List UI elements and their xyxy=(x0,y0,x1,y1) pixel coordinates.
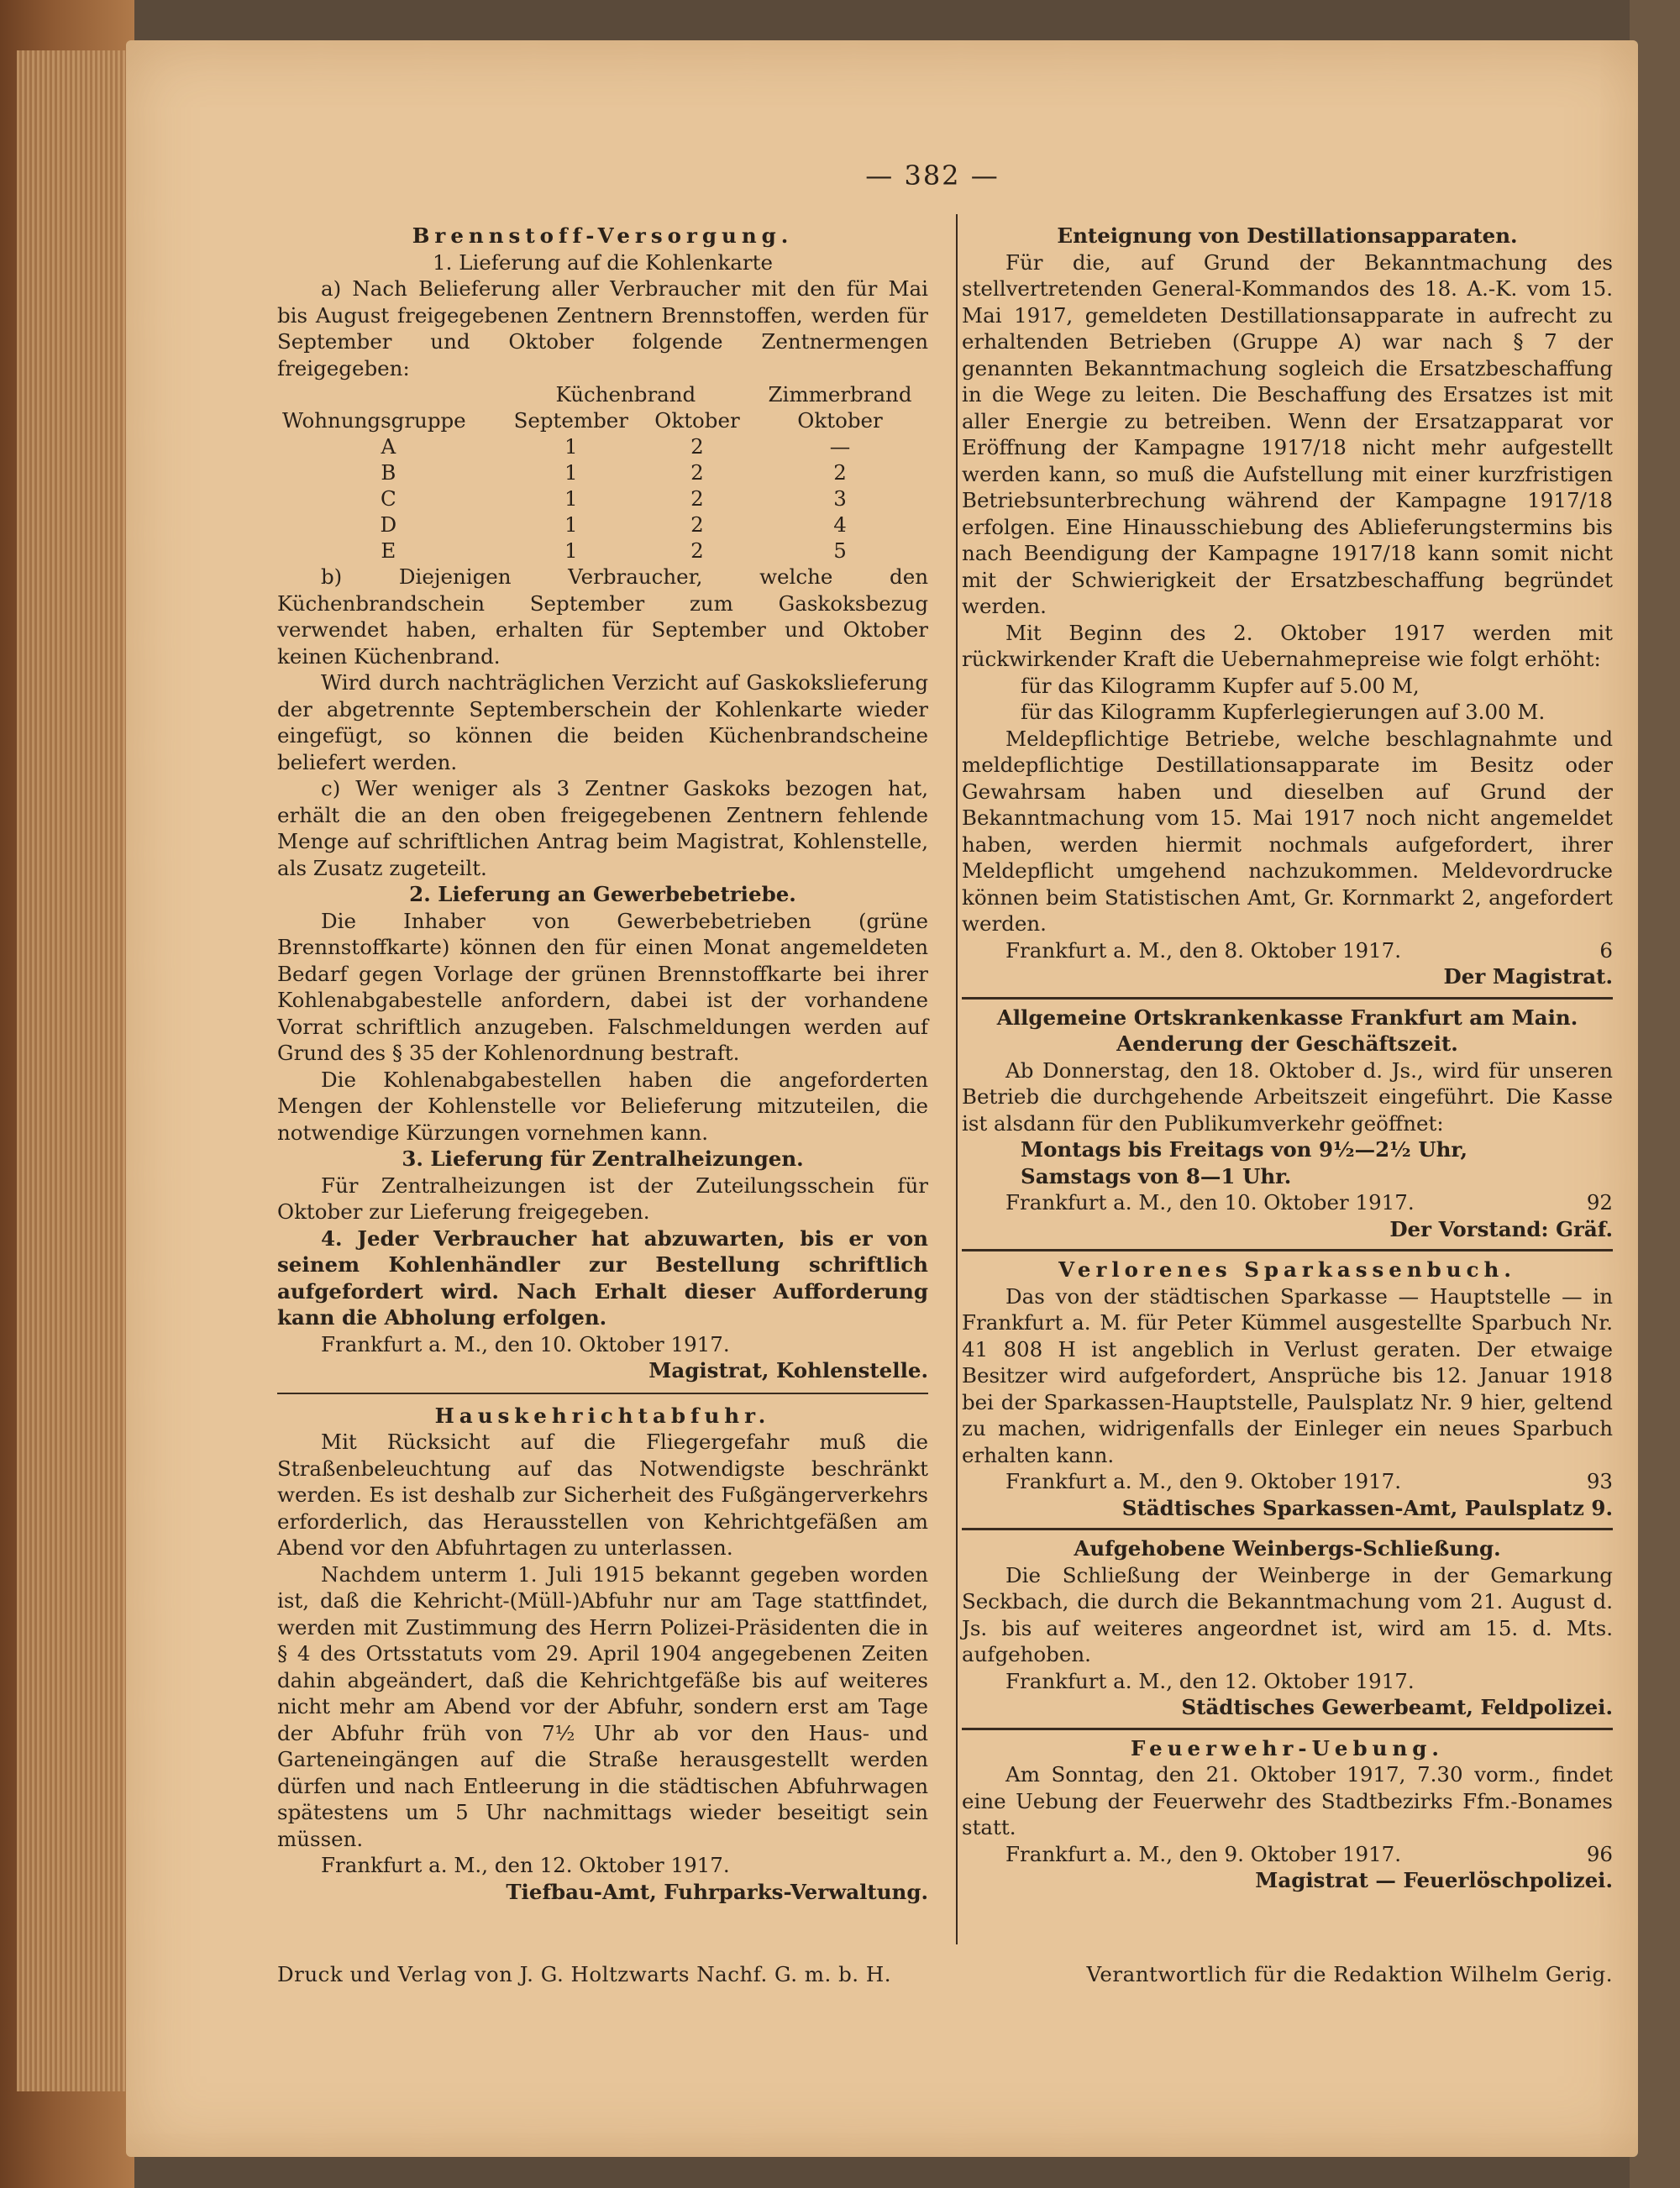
page-number: — 382 — xyxy=(865,160,1000,192)
signature: Magistrat — Feuerlöschpolizei. xyxy=(1255,1868,1613,1892)
paragraph: Für Zentralheizungen ist der Zuteilungsschein für Oktober zur Lieferung freigegeben. xyxy=(277,1173,928,1224)
table-row xyxy=(277,459,928,485)
signature: Der Magistrat. xyxy=(1443,964,1613,989)
paragraph: Meldepflichtige Betriebe, welche beschlagnahmte und meldepflichtige Destillationsapparate im Besitz oder Gewahrsam haben und dieselben auf Grund der Bekanntmachung vom 15. Mai 1917 noch nicht angemeldet haben, werden hiermit nochmals aufgefordert, ihrer Meldepflicht umgehend nachzukommen. Meldevordrucke können beim Statistischen Amt, Gr. Kornmarkt 2, angefordert werden. xyxy=(962,726,1613,936)
signature: Städtisches Gewerbeamt, Feldpolizei. xyxy=(1181,1695,1613,1719)
heading-sparkassenbuch: Verlorenes Sparkassenbuch. xyxy=(1058,1257,1516,1282)
date-row xyxy=(962,1189,1613,1216)
table-header-row xyxy=(277,407,928,433)
table-cell: 2 xyxy=(690,486,704,511)
notice-number: 93 xyxy=(1586,1469,1613,1493)
heading-brennstoff: Brennstoff-Versorgung. xyxy=(412,223,794,248)
date-row xyxy=(962,1841,1613,1868)
table-cell: C xyxy=(380,486,396,511)
imprint-editor: Verantwortlich für die Redaktion Wilhelm Gerig. xyxy=(1086,1962,1613,1986)
table-cell: — xyxy=(829,434,851,459)
date-line: Frankfurt a. M., den 10. Oktober 1917. xyxy=(1005,1190,1415,1215)
heading-weinberg: Aufgehobene Weinbergs-Schließung. xyxy=(1074,1536,1501,1561)
subheading-geschaeftszeit: Aenderung der Geschäftszeit. xyxy=(1116,1031,1458,1056)
table-cell: 2 xyxy=(690,512,704,537)
date-line: Frankfurt a. M., den 12. Oktober 1917. xyxy=(321,1853,730,1877)
table-cell: 2 xyxy=(690,460,704,485)
table-cell: 1 xyxy=(564,434,578,459)
heading-enteignung: Enteignung von Destillationsapparaten. xyxy=(1057,223,1518,248)
subheading-gewerbe: 2. Lieferung an Gewerbebetriebe. xyxy=(409,882,796,906)
table-row xyxy=(277,485,928,512)
heading-hauskehricht: Hauskehrichtabfuhr. xyxy=(434,1403,771,1428)
notice-number: 92 xyxy=(1586,1190,1613,1215)
table-header: September xyxy=(513,408,628,433)
paragraph: a) Nach Belieferung aller Verbraucher mit den für Mai bis August freigegebenen Zentnern Brennstoffen, werden für September und Oktober folgende Zentnermengen freigegeben: xyxy=(277,276,928,380)
table-cell: 1 xyxy=(564,512,578,537)
hours-line: Montags bis Freitags von 9½—2½ Uhr, xyxy=(1021,1137,1468,1162)
table-cell: 1 xyxy=(564,460,578,485)
price-line: für das Kilogramm Kupferlegierungen auf 3.00 M. xyxy=(1021,700,1546,724)
table-group-header: Küchenbrand xyxy=(555,382,696,407)
paragraph: Die Kohlenabgabestellen haben die angeforderten Mengen der Kohlenstelle vor Belieferung mitzuteilen, die notwendige Kürzungen vornehmen kann. xyxy=(277,1067,928,1145)
signature: Tiefbau-Amt, Fuhrparks-Verwaltung. xyxy=(506,1879,928,1904)
date-line: Frankfurt a. M., den 9. Oktober 1917. xyxy=(1005,1841,1402,1866)
paragraph: Das von der städtischen Sparkasse — Hauptstelle — in Frankfurt a. M. für Peter Kümmel ausgestellte Sparbuch Nr. 41 808 H ist angeblich in Verlust geraten. Der etwaige Besitzer wird aufgefordert, Ansprüche bis 12. Januar 1918 bei der Sparkassen-Hauptstelle, Paulsplatz Nr. 9 hier, geltend zu machen, widrigenfalls der Einleger ein neues Sparbuch erhalten kann. xyxy=(962,1283,1613,1467)
date-line: Frankfurt a. M., den 12. Oktober 1917. xyxy=(1005,1668,1415,1693)
paragraph: Die Inhaber von Gewerbebetrieben (grüne Brennstoffkarte) können den für einen Monat angemeldeten Bedarf gegen Vorlage der grünen Brennstoffkarte bei ihrer Kohlenabgabestelle anfordern, dabei ist der vorhandene Vorrat schriftlich anzugeben. Falschmeldungen werden auf Grund des § 35 der Kohlenordnung bestraft. xyxy=(277,908,928,1065)
paragraph: Für die, auf Grund der Bekanntmachung des stellvertretenden General-Kommandos des 18. A.-K. vom 15. Mai 1917, gemeldeten Destillationsapparate in aufrecht zu erhaltenden Betrieben (Gruppe A) war nach § 7 der genannten Bekanntmachung sogleich die Ersatzbeschaffung in die Wege zu leiten. Die Beschaffung des Ersatzes ist mit aller Energie zu betreiben. Wenn der Ersatzapparat vor Eröffnung der Kampagne 1917/18 nicht mehr aufgestellt werden kann, so muß die Aufstellung mit einer kurzfristigen Betriebsunterbrechung während der Kampagne 1917/18 erfolgen. Eine Hinausschiebung des Ablieferungstermins bis nach Beendigung der Kampagne 1917/18 kann somit nicht mit der Schwierigkeit der Ersatzbeschaffung begründet werden. xyxy=(962,249,1613,618)
signature: Städtisches Sparkassen-Amt, Paulsplatz 9. xyxy=(1121,1495,1613,1520)
paragraph: Die Schließung der Weinberge in der Gemarkung Seckbach, die durch die Bekanntmachung vom 21. August d. Js. bis auf weiteres angeordnet ist, wird am 15. d. Mts. aufgehoben. xyxy=(962,1562,1613,1666)
table-header: Oktober xyxy=(654,408,740,433)
table-header: Oktober xyxy=(797,408,883,433)
table-cell: 2 xyxy=(833,460,847,485)
subheading-zentralheizung: 3. Lieferung für Zentralheizungen. xyxy=(402,1146,804,1171)
hours-line: Samstags von 8—1 Uhr. xyxy=(1021,1163,1292,1188)
section-rule xyxy=(962,1249,1613,1251)
date-row xyxy=(962,937,1613,964)
section-rule xyxy=(277,1393,928,1394)
signature: Magistrat, Kohlenstelle. xyxy=(648,1358,928,1383)
paragraph: Mit Rücksicht auf die Fliegergefahr muß die Straßenbeleuchtung auf das Notwendigste beschränkt werden. Es ist deshalb zur Sicherheit des Fußgängerverkehrs erforderlich, das Herausstellen von Kehrichtgefäßen am Abend vor den Abfuhrtagen zu unterlassen. xyxy=(277,1430,928,1560)
paragraph: Mit Beginn des 2. Oktober 1917 werden mit rückwirkender Kraft die Uebernahmepreise wie folgt erhöht: xyxy=(962,620,1613,671)
section-rule xyxy=(962,1528,1613,1530)
table-cell: B xyxy=(381,460,396,485)
date-row xyxy=(962,1468,1613,1495)
table-row xyxy=(277,538,928,564)
subheading-kohlenkarte: 1. Lieferung auf die Kohlenkarte xyxy=(433,249,773,275)
imprint-footer xyxy=(277,1962,1613,1986)
table-cell: 3 xyxy=(833,486,847,511)
left-column xyxy=(277,223,928,1905)
allocation-table xyxy=(277,381,928,564)
table-cell: 2 xyxy=(690,538,704,563)
paragraph: Ab Donnerstag, den 18. Oktober d. Js., wird für unseren Betrieb die durchgehende Arbeitszeit eingeführt. Die Kasse ist alsdann für den Publikumverkehr geöffnet: xyxy=(962,1057,1613,1136)
paragraph: Am Sonntag, den 21. Oktober 1917, 7.30 vorm., findet eine Uebung der Feuerwehr des Stadtbezirks Ffm.-Bonames statt. xyxy=(962,1762,1613,1839)
table-cell: 2 xyxy=(690,434,704,459)
date-line: Frankfurt a. M., den 10. Oktober 1917. xyxy=(321,1331,730,1356)
paragraph: b) Diejenigen Verbraucher, welche den Küchenbrandschein September zum Gaskoksbezug verwendet haben, erhalten für September und Oktober keinen Küchenbrand. xyxy=(277,564,928,669)
column-divider xyxy=(956,214,958,1944)
table-cell: A xyxy=(381,434,396,459)
table-header: Wohnungsgruppe xyxy=(282,408,466,433)
notice-number: 6 xyxy=(1599,937,1613,963)
heading-ortskrankenkasse: Allgemeine Ortskrankenkasse Frankfurt am Main. xyxy=(996,1005,1578,1030)
page-edges xyxy=(17,50,143,2091)
table-cell: 1 xyxy=(564,486,578,511)
right-column xyxy=(962,223,1613,1894)
table-row xyxy=(277,512,928,538)
table-group-header: Zimmerbrand xyxy=(768,382,912,407)
table-cell: D xyxy=(380,512,397,537)
heading-feuerwehr: Feuerwehr-Uebung. xyxy=(1131,1735,1444,1760)
table-row xyxy=(277,433,928,459)
paragraph: c) Wer weniger als 3 Zentner Gaskoks bezogen hat, erhält die an den oben freigegebenen Zentnern fehlende Menge auf schriftlichen Antrag beim Magistrat, Kohlenstelle, als Zusatz zugeteilt. xyxy=(277,776,928,880)
price-line: für das Kilogramm Kupfer auf 5.00 M, xyxy=(1021,673,1420,698)
date-line: Frankfurt a. M., den 8. Oktober 1917. xyxy=(1005,937,1402,963)
paragraph: 4. Jeder Verbraucher hat abzuwarten, bis er von seinem Kohlenhändler zur Bestellung schriftlich aufgefordert wird. Nach Erhalt dieser Aufforderung kann die Abholung erfolgen. xyxy=(277,1225,928,1330)
table-cell: E xyxy=(381,538,396,563)
notice-number: 96 xyxy=(1586,1841,1613,1866)
table-group-header-row xyxy=(277,381,928,407)
table-cell: 4 xyxy=(833,512,847,537)
table-cell: 1 xyxy=(564,538,578,563)
section-rule xyxy=(962,1728,1613,1730)
table-cell: 5 xyxy=(833,538,847,563)
section-rule xyxy=(962,997,1613,1000)
paragraph: Nachdem unterm 1. Juli 1915 bekannt gegeben worden ist, daß die Kehricht-(Müll-)Abfuhr nur am Tage stattfindet, werden mit Zustimmung des Herrn Polizei-Präsidenten die in § 4 des Ortsstatuts vom 29. April 1904 angegebenen Zeiten dahin abgeändert, daß die Kehrichtgefäße bis auf weiteres nicht mehr am Abend vor der Abfuhr, sondern erst am Tage der Abfuhr früh von 7½ Uhr ab vor den Haus- und Garteneingängen auf die Straße herausgestellt werden dürfen und nach Entleerung in die städtischen Abfuhrwagen spätestens um 5 Uhr nachmittags wieder beseitigt sein müssen. xyxy=(277,1561,928,1851)
imprint-publisher: Druck und Verlag von J. G. Holtzwarts Nachf. G. m. b. H. xyxy=(277,1962,892,1986)
signature: Der Vorstand: Gräf. xyxy=(1389,1216,1613,1241)
date-line: Frankfurt a. M., den 9. Oktober 1917. xyxy=(1005,1469,1402,1493)
paragraph: Wird durch nachträglichen Verzicht auf Gaskokslieferung der abgetrennte Septemberschein der Kohlenkarte wieder eingefügt, so können die beiden Küchenbrandscheine beliefert werden. xyxy=(277,670,928,774)
